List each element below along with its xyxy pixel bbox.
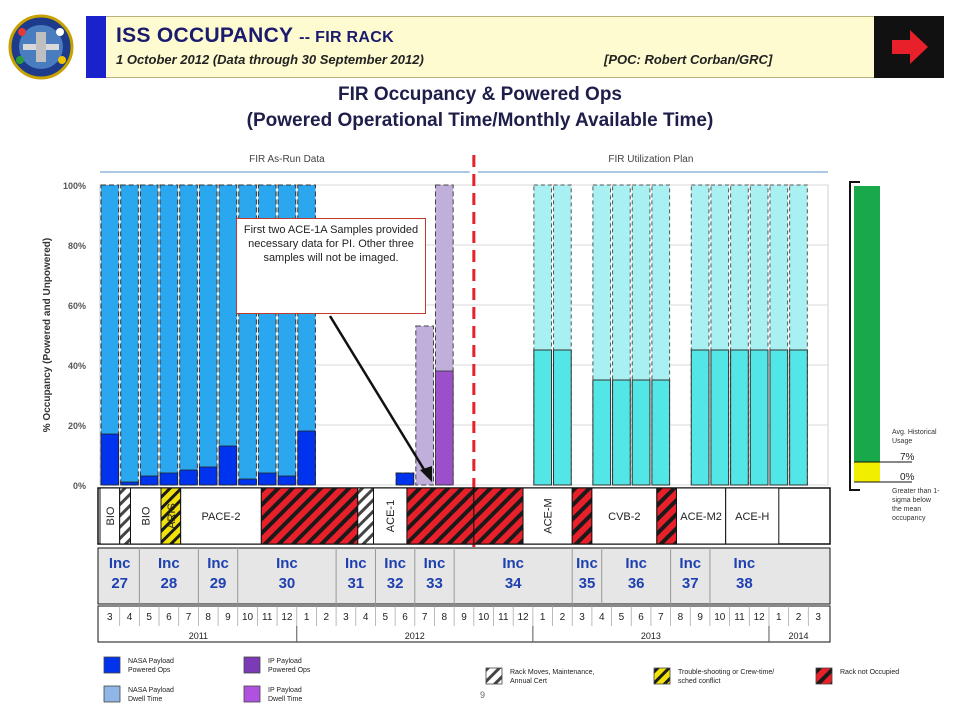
bar-nasa-powered (258, 473, 276, 485)
y-tick-label: 0% (72, 481, 86, 491)
increment-number: 37 (681, 575, 699, 592)
month-label: 3 (579, 612, 585, 623)
month-label: 8 (677, 612, 684, 623)
payload-label: BIO (140, 506, 153, 526)
legend-label-2: Dwell Time (128, 696, 163, 703)
legend-swatch (816, 668, 832, 684)
legend-label: NASA Payload (128, 658, 174, 665)
legend-label: Rack Moves, Maintenance, (510, 669, 595, 676)
month-label: 1 (539, 612, 546, 623)
month-label: 5 (618, 612, 625, 623)
payload-block (261, 488, 357, 544)
page-title-main: ISS OCCUPANCY (116, 24, 293, 47)
bar-plan-powered (731, 350, 749, 485)
bar-nasa-powered (278, 476, 296, 485)
y-axis-label: % Occupancy (Powered and Unpowered) (42, 237, 53, 433)
payload-label: ACE-1 (385, 499, 398, 533)
bar-nasa-dwell (160, 185, 178, 485)
payload-block (407, 488, 474, 544)
bar-nasa-powered (199, 467, 217, 485)
historical-min-label: sigma below (892, 497, 931, 504)
poc-label: [POC: Robert Corban/GRC] (604, 52, 773, 67)
month-label: 12 (517, 612, 529, 623)
chart-subtitle: (Powered Operational Time/Monthly Available Time) (246, 110, 714, 131)
payload-block (572, 488, 592, 544)
bar-plan-powered (534, 350, 552, 485)
legend-label: IP Payload (268, 687, 302, 694)
historical-avg-bar (854, 186, 880, 462)
increment-label: Inc (158, 555, 180, 572)
month-label: 1 (303, 612, 310, 623)
month-label: 7 (421, 612, 428, 623)
historical-min-value: 0% (900, 472, 915, 483)
month-label: 8 (441, 612, 448, 623)
bar-nasa-powered (396, 473, 414, 485)
bar-nasa-dwell (199, 185, 217, 485)
month-label: 9 (697, 612, 703, 623)
month-label: 7 (185, 612, 192, 623)
increment-number: 38 (736, 575, 753, 592)
month-label: 6 (402, 612, 408, 623)
increment-label: Inc (679, 555, 702, 572)
increment-number: 28 (160, 575, 178, 592)
bar-nasa-powered (180, 470, 198, 485)
bar-nasa-dwell (180, 185, 198, 485)
bar-nasa-powered (239, 479, 257, 485)
payload-label: ACE-H (735, 511, 770, 523)
annotation-callout: First two ACE-1A Samples provided necessary data for PI. Other three samples will not be imaged. (236, 218, 426, 314)
bar-nasa-dwell (140, 185, 158, 485)
month-label: 2 (559, 612, 566, 623)
bar-ip-powered (435, 371, 453, 485)
bar-plan-powered (770, 350, 788, 485)
page-number: 9 (480, 690, 486, 700)
year-label: 2013 (640, 631, 661, 641)
month-label: 5 (146, 612, 152, 623)
month-label: 12 (753, 612, 765, 623)
y-tick-label: 40% (67, 361, 86, 371)
y-tick-label: 60% (67, 301, 86, 311)
bar-plan-powered (652, 380, 670, 485)
bar-plan-powered (613, 380, 631, 485)
payload-label: CVB-2 (608, 511, 641, 523)
increment-label: Inc (502, 555, 525, 572)
payload-label: ARIS (165, 503, 178, 529)
month-label: 4 (598, 612, 605, 623)
year-label: 2014 (788, 631, 809, 641)
month-label: 3 (343, 612, 349, 623)
legend-swatch (654, 668, 670, 684)
legend-label-2: Dwell Time (268, 696, 303, 703)
increment-number: 30 (278, 575, 296, 592)
legend-swatch (244, 686, 260, 702)
historical-avg-value: 7% (900, 452, 915, 463)
payload-label: BIO (104, 506, 117, 526)
legend-label: NASA Payload (128, 687, 174, 694)
month-label: 10 (478, 612, 490, 623)
section-label-right: FIR Utilization Plan (608, 154, 694, 165)
bar-nasa-powered (160, 473, 178, 485)
increment-number: 36 (627, 575, 645, 592)
historical-avg-label-2: Usage (892, 438, 913, 445)
page-subtitle: 1 October 2012 (Data through 30 September 2012) (116, 52, 424, 67)
month-label: 2 (323, 612, 330, 623)
increment-number: 29 (209, 575, 227, 592)
increment-label: Inc (276, 555, 298, 572)
increment-number: 33 (426, 575, 443, 592)
month-label: 3 (815, 612, 821, 623)
increment-label: Inc (207, 555, 229, 572)
legend-label-2: Powered Ops (128, 667, 171, 674)
payload-block (358, 488, 374, 544)
legend-label-2: sched conflict (678, 678, 721, 685)
month-label: 6 (638, 612, 644, 623)
chart-title: FIR Occupancy & Powered Ops (337, 84, 623, 105)
month-label: 11 (734, 612, 745, 623)
y-tick-label: 20% (67, 421, 86, 431)
bar-nasa-powered (121, 482, 139, 485)
increment-label: Inc (344, 555, 367, 572)
legend-swatch (244, 657, 260, 673)
year-label: 2012 (404, 631, 425, 641)
month-label: 8 (205, 612, 211, 623)
section-label-left: FIR As-Run Data (249, 154, 325, 165)
historical-avg-label: Avg. Historical (892, 429, 937, 436)
bar-plan-powered (632, 380, 650, 485)
bar-nasa-dwell (219, 185, 237, 485)
month-label: 5 (382, 612, 389, 623)
bar-plan-powered (593, 380, 611, 485)
legend-label-2: Powered Ops (268, 667, 311, 674)
bar-nasa-dwell (121, 185, 139, 485)
month-label: 10 (714, 612, 726, 623)
increment-label: Inc (108, 555, 131, 572)
month-label: 4 (362, 612, 369, 623)
month-label: 3 (107, 612, 113, 623)
historical-min-label: the mean (892, 506, 922, 513)
month-label: 1 (776, 612, 782, 623)
bar-nasa-powered (101, 434, 119, 485)
bar-nasa-powered (298, 431, 316, 485)
legend-swatch (486, 668, 502, 684)
payload-block (474, 488, 523, 544)
month-label: 10 (242, 612, 254, 623)
payload-label: PACE-2 (201, 511, 241, 523)
increment-label: Inc (384, 555, 406, 572)
legend-label-2: Annual Cert (510, 678, 547, 685)
historical-min-label: Greater than 1- (892, 488, 940, 495)
bar-nasa-powered (140, 476, 158, 485)
legend-label: IP Payload (268, 658, 302, 665)
y-tick-label: 100% (62, 181, 86, 191)
increment-number: 35 (578, 575, 596, 592)
month-label: 11 (262, 612, 273, 623)
year-label: 2011 (188, 631, 209, 641)
bar-plan-powered (691, 350, 709, 485)
increment-label: Inc (423, 555, 446, 572)
increment-label: Inc (625, 555, 648, 572)
month-label: 9 (461, 612, 467, 623)
increment-number: 31 (347, 575, 365, 592)
historical-min-label: occupancy (892, 515, 926, 522)
payload-block (120, 488, 131, 544)
month-label: 7 (657, 612, 664, 623)
month-label: 4 (126, 612, 133, 623)
payload-block (657, 488, 677, 544)
legend-label: Rack not Occupied (840, 669, 900, 676)
legend-swatch (104, 657, 120, 673)
month-label: 12 (281, 612, 293, 623)
historical-min-bar (854, 462, 880, 482)
page-title-rest: -- FIR RACK (299, 29, 394, 46)
bar-plan-powered (790, 350, 808, 485)
increment-number: 32 (386, 575, 404, 592)
increment-number: 27 (111, 575, 129, 592)
bar-plan-powered (750, 350, 768, 485)
increment-label: Inc (733, 555, 756, 572)
increment-number: 34 (504, 575, 522, 592)
month-label: 9 (225, 612, 231, 623)
increment-label: Inc (576, 555, 598, 572)
legend-label: Trouble-shooting or Crew-time/ (678, 669, 775, 676)
bar-nasa-powered (219, 446, 237, 485)
payload-label: ACE-M (542, 498, 555, 534)
bar-plan-powered (554, 350, 572, 485)
legend-swatch (104, 686, 120, 702)
y-tick-label: 80% (67, 241, 86, 251)
bar-plan-powered (711, 350, 729, 485)
payload-label: ACE-M2 (680, 511, 722, 523)
month-label: 6 (166, 612, 172, 623)
month-label: 2 (795, 612, 802, 623)
month-label: 11 (498, 612, 509, 623)
